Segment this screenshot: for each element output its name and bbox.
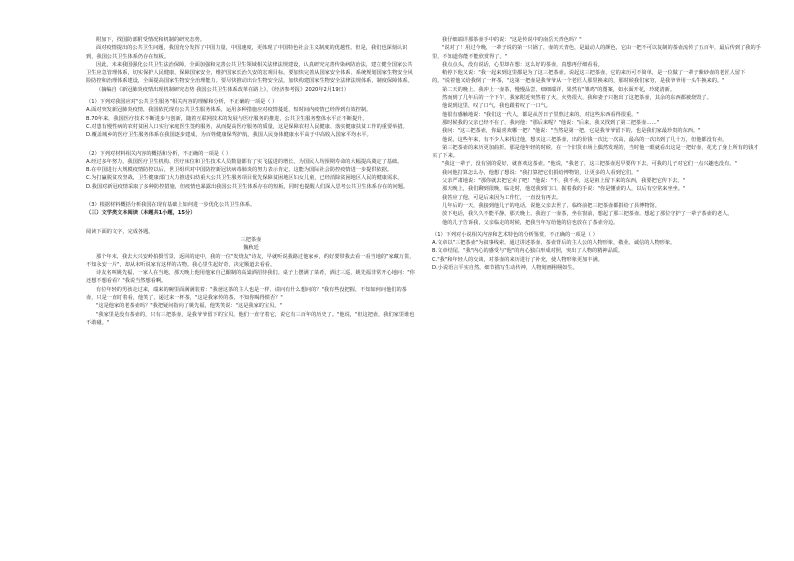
story-paragraph: 那个年末，我去大兴安岭拍摄雪景，返回的途中，我的一位"发烧友"诗友，早就听说我路过他家乡，约好要带我去看一看当地的"家藏万贯，不知永安一片"，却从未听说家有这样的古物。我心里生起好奇，决定顺道去看看。	[86, 253, 415, 268]
story-paragraph: 他很有感触地说："我们这一代人，都是从苦日子里熬过来的，对这些东西看得很重。"	[442, 111, 639, 118]
story-paragraph: 放下电话，我久久不能平静。那天晚上，我泡了一壶茶，坐在窗前，想起了那三把茶壶，想起了那位守护了一辈子茶壶的老人。	[442, 211, 733, 218]
story-title: 三把茶壶	[240, 236, 262, 243]
story-paragraph: 几年后的一天，我接到他儿子的电话，说他父亲去世了，临终前把三把茶壶都捐给了县博物馆。	[442, 202, 660, 209]
story-paragraph: "说对了！用过今晚，一辈子说的第一只锅了，壶的天青色，是最动人的颜色，它由一把不可以复制的茶壶流传了五百年，最后传到了我的手里，不知道你能不能欣赏得了。"	[432, 45, 761, 60]
reading-prompt: 阅读下面的文字，完成各题。	[86, 228, 154, 235]
question-1-option-b: B.70年来，我国医疗技术不断进步与创新，随着互联网技术的发展与医疗服务的推进，公共卫生服务整体水平正不断提升。	[86, 115, 368, 122]
story-paragraph: 我答应了他，可是后来因为工作忙，一直没有再去。	[442, 194, 562, 201]
story-paragraph: 第三把茶壶的来历更加曲折。那是他年轻的时候，在一个旧货市场上偶然发现的，当时他一眼就看出这是一把好壶，花光了身上所有的钱才买了下来。	[432, 144, 759, 160]
story-paragraph: 我问他打算怎么办，他想了想说："我打算把它们捐给博物馆，让更多的人看到它们。"	[442, 169, 639, 176]
story-paragraph: 稍停下他又说："我一起来到这里都是为了这三把茶壶。说起这三把茶壶，它的来历可不简单，是一位做了一辈子紫砂壶的老匠人留下的。"说着他又给我倒了一杯茶，"这第一把壶是我爷爷从一个老匠人那里换来的，那时候我们家穷，是我爷爷用一头牛换来的。"	[432, 70, 746, 85]
story-author: 魏秋廷	[243, 245, 259, 252]
story-paragraph: 他的儿子告诉我，父亲临走的时候，把我当年写给他的信也放在了茶壶旁边。	[442, 219, 619, 226]
story-paragraph: "这是他家的老茶壶吗？"我把疑问指向了姚先福，他笑笑说："这是我家的宝贝。"	[96, 303, 282, 310]
question-1-option-a: A.面对突发新冠肺炎疫情，我国依托现有公共卫生服务体系，运用多种措施应对疫情蔓延，短时间内疫情已经得到有效控制。	[86, 107, 372, 114]
question-2-stem: （2）下列对材料相关内容的概括和分析，不正确的一项是（ ）	[86, 150, 232, 157]
question-2-option-a: A.经过多年努力，我国医疗卫生机构、医疗床位和卫生技术人员数量都有了实飞猛进的增长，为国民人均预期寿命的大幅提高奠定了基础。	[86, 158, 403, 165]
story-paragraph: "我这一辈子，没有别的爱好，就喜欢这茶壶。"他说，"我老了，这三把茶壶迟早要传下去，可我的儿子对它们一点兴趣也没有。"	[442, 161, 737, 168]
question-2-option-d: D.我国对新冠疫情采取了多种防控措施，但疫情也暴露出我国公共卫生体系存在的短板，同时也提醒人们深入思考公共卫生体系存在的问题。	[86, 183, 409, 190]
story-question-1-option-b: B.文章结尾，"我"内心的感受与"他"的内心独白形成对照，突出了人物的精神品质。	[432, 248, 624, 255]
story-question-1-stem: （1）下列对小说相关内容和艺术特色的分析鉴赏，不正确的一项是（ ）	[432, 231, 598, 238]
question-1-stem: （1）下列对我国应对"公共卫生服务"相关内容的理解和分析，不正确的一项是（ ）	[86, 99, 278, 106]
story-question-1-option-a: A.文章以"三把茶壶"为叙事线索，通过讲述茶壶、茶壶背后的主人公的人物形象，敬业、诚信的人物形象。	[432, 240, 676, 247]
question-2-option-c: C.为打赢脱贫攻坚战，卫生健康部门大力推进妇幼重大公共卫生服务项目优先保障贫困地区妇女儿童，已经消除贫困地区人民的健康需求。	[86, 175, 403, 182]
right-column	[432, 36, 762, 548]
question-3-stem: （3）根据材料概括分析我国在现有基础上如何进一步优化公共卫生体系。	[86, 202, 256, 209]
question-1-option-d: D.覆盖城乡的医疗卫生服务体系在我国逐步建成，为百姓健康保驾护航，我国人民身体健康水平高于中高收入国家平均水平。	[86, 132, 372, 139]
story-paragraph: 他说到这里，叹了口气，我也跟着叹了一口气。	[442, 103, 551, 110]
story-question-1-option-d: D.小说语言平实自然，细节描写生动传神，人物刻画栩栩如生。	[432, 265, 578, 272]
paragraph: 因此，未来我国强化公共卫生法治保障，全面加强和完善公共卫生领域相关法律法规建设，认真研究完善传染病防治法，建立健全国家公共卫生应急管理体系，切实保护人民健康，保障国家安全，维护国家长治久安的宏观目标。要加快完善从国家安全体系、系统规划国家生物安全风险防控和治理体系建设，全面提高国家生物安全治理能力。要尽快推动出台生物安全法，加快构建国家生物安全法律法规体系，制度保障体系。	[86, 61, 413, 85]
story-paragraph: 第二天的晚上，我冲上一壶茶，慢慢品尝，细细端详，果然有"雏鸡"的图案，如水面开花，玲珑清新。	[442, 86, 676, 93]
story-paragraph: 那天晚上，我们聊到很晚，临走时，他送我到门口，握着我的手说："你是懂壶的人，以后有空常来坐坐。"	[442, 186, 686, 193]
section-heading: （三）文学类文本阅读（本题共1小题，15分）	[86, 210, 196, 217]
story-paragraph: 诗友名叫姚先福，一家人在当地，那天晚上他用他家自己酿制的高粱酒招待我们。桌子上摆满了菜肴，酒过三巡，姚先福非常开心地问："你还想不想看看？"我说当然想看啊。	[86, 270, 415, 285]
story-paragraph: "我家里是没有茶壶的，只有三把茶壶，是我爷爷留下的宝贝。他们一直守着它，说它有三百年的历史了。"他说，"但这把壶，我们家里谁也不敢碰。"	[86, 311, 415, 326]
question-2-option-b: B.在中国进行大规模疫情防控以后，世卫组织对中国防控新冠状病毒肺炎的努力表示肯定，这能为国际社会防控疫情进一步提供依据。	[86, 167, 393, 174]
story-question-1-option-c: C."我"和年轻人的交谈，对茶壶的来历进行了补充，使人物形象更加丰满。	[432, 256, 603, 263]
source-citation: （摘编自《新冠肺炎疫情出现机制研究态势 我国公共卫生体系改革在路上》，《经济参考报》2020年2月19日）	[96, 86, 349, 93]
paragraph: 面对疫情提出的公共卫生问题，我国充分发挥了中国力量，中国速度，更体现了中国特色社会主义制度的优越性。但是，我们也深刻认识到，我国公共卫生体系仍存在短板。	[86, 45, 408, 60]
story-paragraph: 我点点头，没有说话，心里却在想：这么好的茶壶，真想再仔细看看。	[442, 61, 603, 68]
story-paragraph: 父亲严肃地说："那你就去把它卖了吧！"他说："不，我不卖，这是祖上留下来的东西，我要把它传下去。"	[442, 178, 685, 185]
story-paragraph: 我问："这三把茶壶，你最喜欢哪一把？"他说："当然是第一把，它是我爷爷留下的，也是我们家最珍贵的东西。"	[442, 128, 701, 135]
story-paragraph: 那时候我的父亲已经不在了，我问他："那后来呢？"他说："后来，我又找到了第二把茶壶……"	[442, 119, 660, 126]
question-1-option-c: C.对患有慢性病的农村贫困人口实行家庭医生签约服务，从而提高医疗服务的质量，这是保障农村人民健康、落实健康扶贫工作的重要举措。	[86, 123, 408, 130]
story-paragraph: 我仔细端详那茶壶手中的说："这是传说中的南岳天青色吗？"	[442, 37, 582, 43]
story-paragraph: 有位年轻的男孩走过来，端来的碗里面满满装着："我爸这茶的主人也是一样，请问有什么想问的？"我有些没把握，不知如何问他们的茶壶，只是一直盯着看，他笑了，递过来一杯茶，"这是我家传的茶，不知你喝得惯否？"	[86, 286, 407, 302]
story-paragraph: 然而到了几年后的一个下午，我家附近突然着了火，火势很大，我和妻子只抱出了这把茶壶，其余的东西都被烧毁了。	[442, 95, 712, 102]
paragraph: 附加下，找国防部附受情况和机制的研究态势。	[96, 37, 205, 43]
story-paragraph: 他说，这些年来，有不少人来找过他，想买这三把茶壶，出的价钱一次比一次高，最高的一次出到了几十万，但他都没有卖。	[442, 136, 728, 143]
left-column	[86, 36, 416, 548]
